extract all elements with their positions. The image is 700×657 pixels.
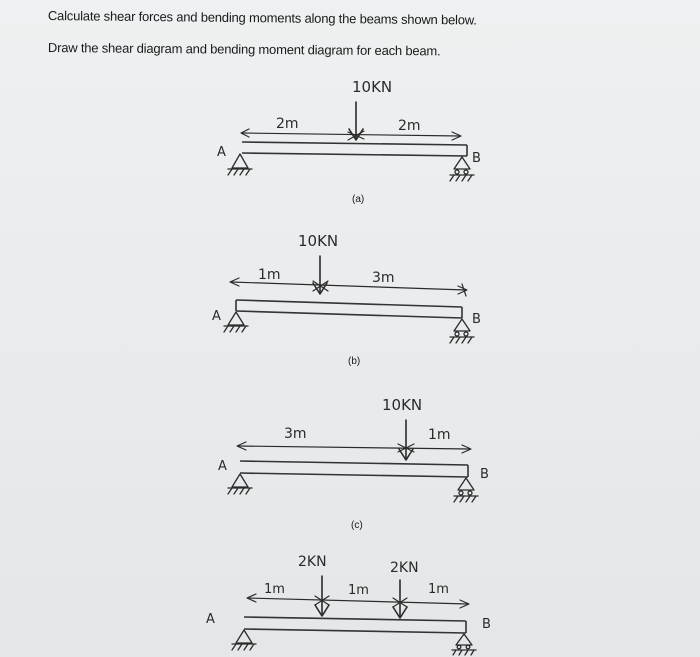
beam-c-dim-2: 1m	[428, 427, 451, 443]
beam-a-caption: (a)	[352, 194, 365, 205]
beam-c-support-a-label: A	[218, 459, 227, 474]
beam-d-load-label-1: 2KN	[298, 554, 327, 570]
beam-c-dim-1: 3m	[284, 426, 307, 442]
beam-a-pin-support-icon	[228, 154, 252, 175]
beam-b	[212, 232, 481, 367]
beam-c-load-label: 10KN	[382, 396, 423, 414]
beam-c-dimension-line	[237, 442, 471, 453]
beam-a-load-label: 10KN	[352, 78, 393, 96]
beam-b-pin-support-icon	[224, 312, 248, 332]
beam-b-dim-1: 1m	[258, 267, 281, 283]
beam-c-pin-support-icon	[228, 474, 252, 494]
beam-d-support-a-label: A	[206, 612, 215, 627]
beam-d	[206, 554, 491, 655]
beam-d-pin-support-icon	[232, 630, 256, 650]
beam-b-support-b-label: B	[472, 312, 481, 327]
beam-b-caption: (b)	[348, 356, 361, 367]
instruction-line-1: Calculate shear forces and bending moments along the beams shown below.	[47, 8, 477, 28]
beam-c	[218, 396, 489, 531]
beam-b-load-label: 10KN	[298, 232, 339, 250]
beam-b-dim-2: 3m	[372, 270, 395, 286]
beam-a-body	[242, 142, 467, 156]
beam-c-body	[240, 461, 468, 477]
beam-d-body	[244, 617, 466, 633]
beam-b-roller-support-icon	[450, 319, 474, 343]
beam-b-support-a-label: A	[212, 309, 221, 324]
beam-a-support-a-label: A	[217, 145, 226, 160]
beam-a	[217, 78, 481, 205]
beam-d-dim-2: 1m	[348, 583, 369, 598]
beam-d-dim-1: 1m	[264, 582, 285, 597]
beam-c-support-b-label: B	[480, 467, 489, 482]
beam-d-load-arrow-1	[315, 576, 329, 616]
beam-d-support-b-label: B	[482, 617, 491, 632]
beam-c-caption: (c)	[351, 520, 363, 531]
beam-a-dim-2: 2m	[398, 118, 421, 134]
beam-a-roller-support-icon	[450, 157, 474, 181]
beam-c-load-arrow	[399, 420, 413, 460]
beam-a-dimension-line	[241, 129, 461, 140]
beam-d-dim-3: 1m	[428, 582, 449, 597]
beam-d-load-label-2: 2KN	[390, 560, 419, 576]
beam-d-roller-support-icon	[452, 634, 476, 655]
beam-c-roller-support-icon	[454, 478, 478, 502]
beam-a-dim-1: 2m	[276, 116, 299, 132]
instruction-line-2: Draw the shear diagram and bending moment diagram for each beam.	[47, 40, 441, 59]
beam-b-body	[236, 300, 462, 318]
beam-a-support-b-label: B	[472, 151, 481, 166]
